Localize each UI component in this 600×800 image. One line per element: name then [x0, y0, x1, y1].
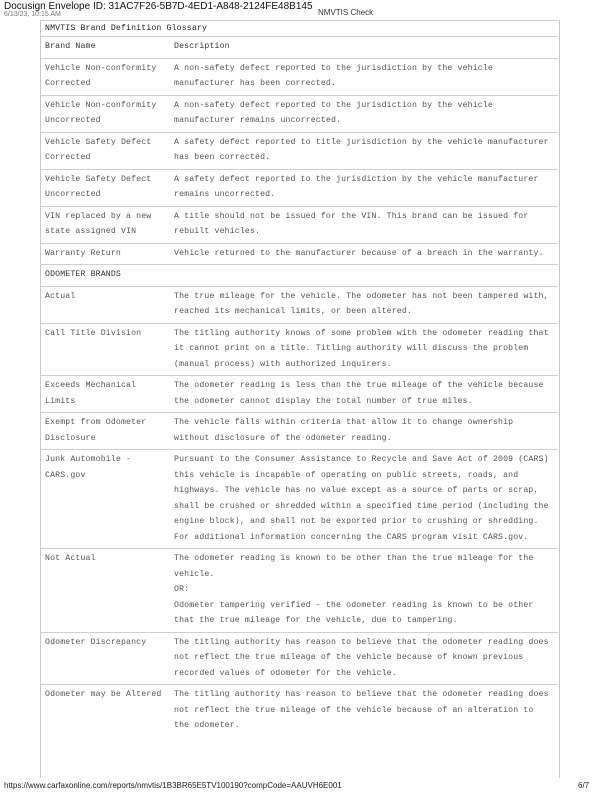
- table-row: [40, 413, 558, 450]
- column-header-brand-name: Brand Name: [40, 37, 169, 59]
- brand-description: The titling authority knows of some problem with the odometer reading that it cannot print on a title. Titling authority will discuss the problem (manual process) with authorized inquirers.: [169, 323, 558, 376]
- table-row: [40, 132, 558, 169]
- brand-description: A safety defect reported to the jurisdiction by the vehicle manufacturer remains uncorrected.: [169, 169, 558, 206]
- brand-description: Pursuant to the Consumer Assistance to Recycle and Save Act of 2009 (CARS) this vehicle is incapable of operating on public streets, roads, and highways. The vehicle has no value except as a source of parts or scrap, shall be crushed or shredded within a specified time period (including the engine block), and shall not be exported prior to crushing or shredding. For additional information concerning the CARS program visit CARS.gov.: [169, 450, 558, 549]
- brand-description: [169, 549, 558, 633]
- brand-name: Vehicle Non-conformity Uncorrected: [40, 95, 169, 132]
- brand-name: Call Title Division: [40, 323, 169, 376]
- table-row: [40, 549, 558, 633]
- table-row: [40, 58, 558, 95]
- table-row: [40, 206, 558, 243]
- brand-description: A non-safety defect reported to the jurisdiction by the vehicle manufacturer has been corrected.: [169, 58, 558, 95]
- print-date: 6/13/23, 10:15 AM: [4, 11, 61, 18]
- odometer-section-row: [40, 265, 558, 287]
- glossary-title-row: [40, 21, 558, 37]
- footer-url: https://www.carfaxonline.com/reports/nmvtis/1B3BR65E5TV100190?compCode=AAUVH6E001: [4, 781, 342, 790]
- brand-name: Vehicle Safety Defect Uncorrected: [40, 169, 169, 206]
- brand-name: Junk Automobile - CARS.gov: [40, 450, 169, 549]
- odometer-brands-heading: ODOMETER BRANDS: [40, 265, 558, 287]
- brand-name: Actual: [40, 286, 169, 323]
- brand-description: The true mileage for the vehicle. The odometer has not been tampered with, reached its mechanical limits, or been altered.: [169, 286, 558, 323]
- table-row: [40, 243, 558, 265]
- brand-description: A title should not be issued for the VIN. This brand can be issued for rebuilt vehicles.: [169, 206, 558, 243]
- page-title: NMVTIS Check: [318, 8, 374, 17]
- table-row: [40, 376, 558, 413]
- brand-name: Vehicle Non-conformity Corrected: [40, 58, 169, 95]
- brand-name: Not Actual: [40, 549, 169, 633]
- table-row: [40, 95, 558, 132]
- column-header-row: [40, 37, 558, 59]
- table-row: [40, 286, 558, 323]
- brand-name: Odometer Discrepancy: [40, 632, 169, 685]
- brand-description: Vehicle returned to the manufacturer because of a breach in the warranty.: [169, 243, 558, 265]
- table-row: [40, 323, 558, 376]
- brand-description: The vehicle falls within criteria that allow it to change ownership without disclosure of the odometer reading.: [169, 413, 558, 450]
- table-row: [40, 632, 558, 685]
- or-separator: OR:: [174, 585, 190, 594]
- brand-description: The titling authority has reason to believe that the odometer reading does not reflect the true mileage of the vehicle because of known previous recorded values of odometer for the vehicle.: [169, 632, 558, 685]
- brand-description-part: The odometer reading is known to be other than the true mileage for the vehicle.: [174, 554, 534, 579]
- brand-description: The odometer reading is less than the true mileage of the vehicle because the odometer cannot display the total number of true miles.: [169, 376, 558, 413]
- docusign-envelope-id: Docusign Envelope ID: 31AC7F26-5B7D-4ED1-A848-2124FE48B145: [4, 1, 313, 12]
- brand-description: The titling authority has reason to believe that the odometer reading does not reflect the true mileage of the vehicle because of an alteration to the odometer.: [169, 685, 558, 737]
- brand-description-part: Odometer tampering verified - the odometer reading is known to be other that the true mileage for the vehicle, due to tampering.: [174, 600, 534, 625]
- table-row: [40, 169, 558, 206]
- table-row: [40, 685, 558, 737]
- glossary-title: NMVTIS Brand Definition Glossary: [40, 21, 558, 37]
- brand-name: VIN replaced by a new state assigned VIN: [40, 206, 169, 243]
- brand-name: Vehicle Safety Defect Corrected: [40, 132, 169, 169]
- brand-name: Exempt from Odometer Disclosure: [40, 413, 169, 450]
- brand-name: Odometer may be Altered: [40, 685, 169, 737]
- brand-glossary-table: [40, 20, 558, 737]
- column-header-description: Description: [169, 37, 558, 59]
- table-row: [40, 450, 558, 549]
- brand-description: A safety defect reported to title jurisdiction by the vehicle manufacturer has been corrected.: [169, 132, 558, 169]
- brand-name: Warranty Return: [40, 243, 169, 265]
- brand-description: A non-safety defect reported to the jurisdiction by the vehicle manufacturer remains uncorrected.: [169, 95, 558, 132]
- brand-name: Exceeds Mechanical Limits: [40, 376, 169, 413]
- page-number: 6/7: [578, 781, 590, 790]
